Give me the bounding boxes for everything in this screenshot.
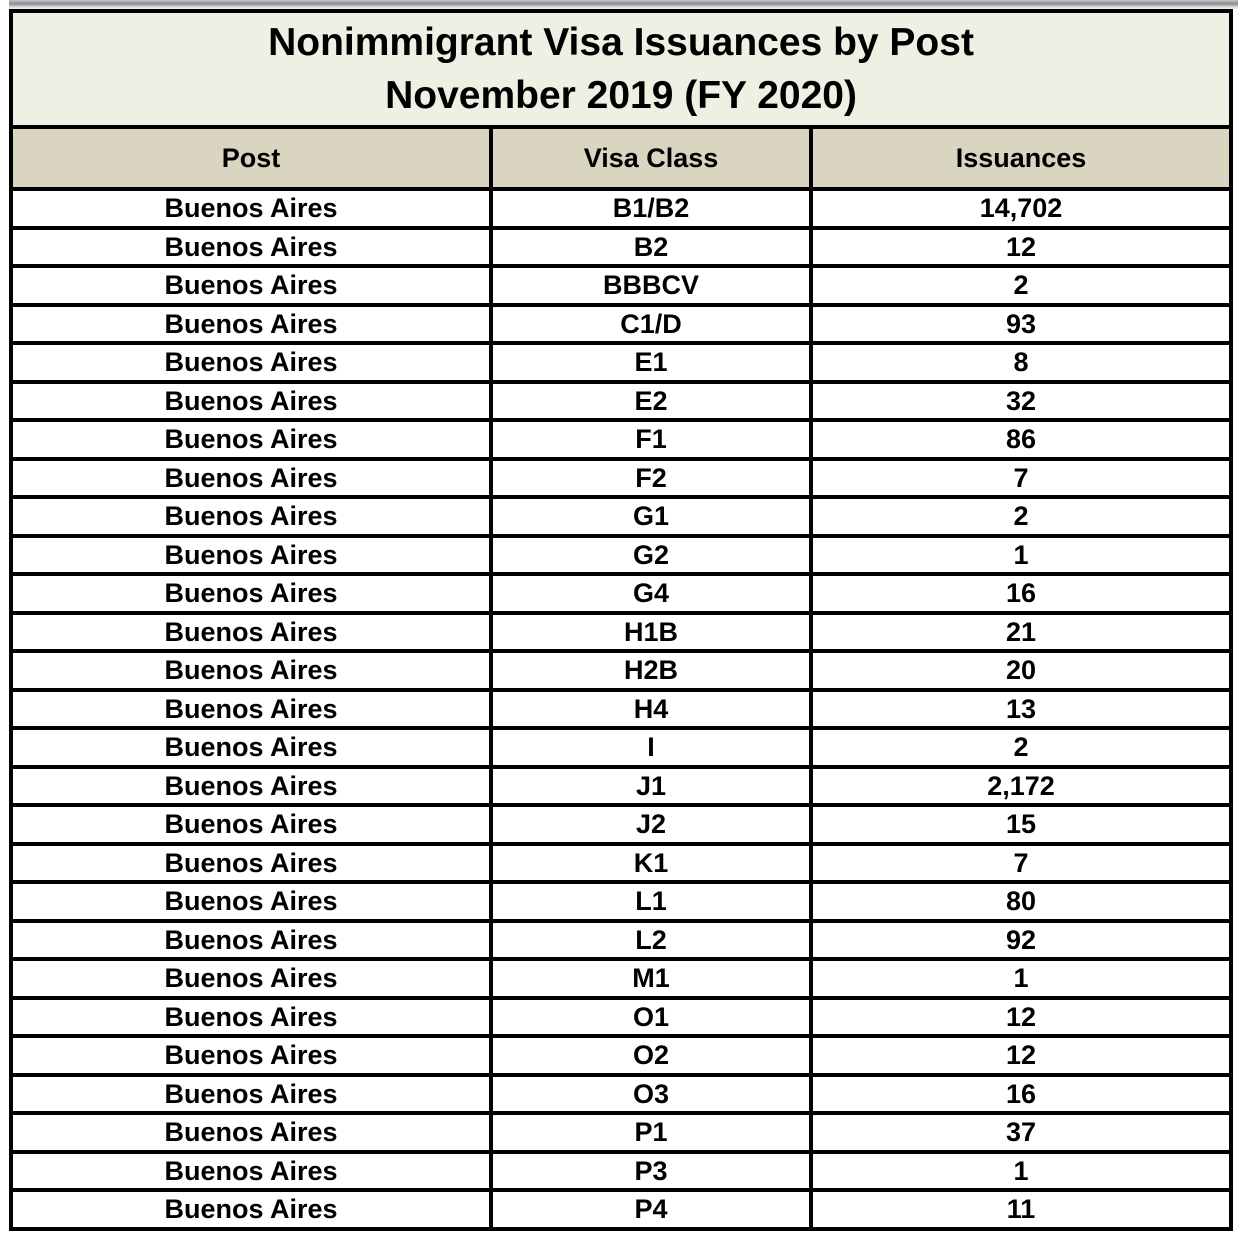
cell-visa-class: BBBCV (491, 266, 811, 305)
cell-issuances: 15 (811, 805, 1231, 844)
cell-issuances: 80 (811, 882, 1231, 921)
table-row (11, 305, 1231, 344)
table-row (11, 1036, 1231, 1075)
cell-visa-class: L1 (491, 882, 811, 921)
cell-post: Buenos Aires (11, 305, 491, 344)
table-row (11, 536, 1231, 575)
cell-visa-class: P3 (491, 1152, 811, 1191)
cell-visa-class: B1/B2 (491, 189, 811, 228)
table-row (11, 805, 1231, 844)
cell-visa-class: F2 (491, 459, 811, 498)
cell-visa-class: B2 (491, 228, 811, 267)
table-row (11, 767, 1231, 806)
table-row (11, 420, 1231, 459)
cell-post: Buenos Aires (11, 921, 491, 960)
cell-visa-class: H4 (491, 690, 811, 729)
table-body (11, 189, 1231, 1229)
table-row (11, 921, 1231, 960)
table-row (11, 1152, 1231, 1191)
cell-visa-class: I (491, 728, 811, 767)
table-row (11, 1190, 1231, 1229)
cell-issuances: 16 (811, 574, 1231, 613)
cell-issuances: 8 (811, 343, 1231, 382)
cell-issuances: 14,702 (811, 189, 1231, 228)
cell-visa-class: O2 (491, 1036, 811, 1075)
cell-post: Buenos Aires (11, 613, 491, 652)
cell-post: Buenos Aires (11, 536, 491, 575)
cell-post: Buenos Aires (11, 959, 491, 998)
table-row (11, 266, 1231, 305)
cell-issuances: 93 (811, 305, 1231, 344)
cell-visa-class: G1 (491, 497, 811, 536)
cell-post: Buenos Aires (11, 1075, 491, 1114)
table-row (11, 728, 1231, 767)
cell-issuances: 2 (811, 497, 1231, 536)
cell-visa-class: J2 (491, 805, 811, 844)
cell-issuances: 13 (811, 690, 1231, 729)
cell-post: Buenos Aires (11, 228, 491, 267)
cell-issuances: 7 (811, 459, 1231, 498)
cell-post: Buenos Aires (11, 459, 491, 498)
cell-visa-class: O1 (491, 998, 811, 1037)
cell-visa-class: J1 (491, 767, 811, 806)
cell-issuances: 20 (811, 651, 1231, 690)
cell-visa-class: G2 (491, 536, 811, 575)
table-title (11, 11, 1231, 127)
cell-post: Buenos Aires (11, 1152, 491, 1191)
cell-post: Buenos Aires (11, 189, 491, 228)
cell-visa-class: O3 (491, 1075, 811, 1114)
table-row (11, 651, 1231, 690)
cell-post: Buenos Aires (11, 343, 491, 382)
cell-post: Buenos Aires (11, 1113, 491, 1152)
title-line-1: Nonimmigrant Visa Issuances by Post (268, 21, 974, 64)
table-row (11, 228, 1231, 267)
table-row (11, 343, 1231, 382)
table-row (11, 189, 1231, 228)
cell-post: Buenos Aires (11, 574, 491, 613)
cell-post: Buenos Aires (11, 882, 491, 921)
cell-issuances: 12 (811, 228, 1231, 267)
title-line-2: November 2019 (FY 2020) (385, 74, 857, 117)
cell-post: Buenos Aires (11, 1190, 491, 1229)
cell-post: Buenos Aires (11, 690, 491, 729)
cell-visa-class: P1 (491, 1113, 811, 1152)
cell-post: Buenos Aires (11, 651, 491, 690)
table-head (11, 11, 1231, 189)
cell-post: Buenos Aires (11, 1036, 491, 1075)
cell-issuances: 86 (811, 420, 1231, 459)
cell-post: Buenos Aires (11, 382, 491, 421)
cell-issuances: 37 (811, 1113, 1231, 1152)
table-row (11, 959, 1231, 998)
column-header-visa-class: Visa Class (491, 127, 811, 189)
column-header-issuances: Issuances (811, 127, 1231, 189)
cell-visa-class: H2B (491, 651, 811, 690)
window-edge-strip (9, 0, 1238, 9)
cell-post: Buenos Aires (11, 420, 491, 459)
table-row (11, 1075, 1231, 1114)
table-row (11, 882, 1231, 921)
table-row (11, 998, 1231, 1037)
column-header-row (11, 127, 1231, 189)
title-row (11, 11, 1231, 127)
cell-visa-class: G4 (491, 574, 811, 613)
cell-post: Buenos Aires (11, 266, 491, 305)
table-row (11, 690, 1231, 729)
table-row (11, 382, 1231, 421)
column-header-post: Post (11, 127, 491, 189)
cell-post: Buenos Aires (11, 767, 491, 806)
cell-issuances: 16 (811, 1075, 1231, 1114)
table-row (11, 844, 1231, 883)
cell-issuances: 32 (811, 382, 1231, 421)
cell-visa-class: C1/D (491, 305, 811, 344)
cell-issuances: 1 (811, 959, 1231, 998)
cell-visa-class: L2 (491, 921, 811, 960)
cell-issuances: 11 (811, 1190, 1231, 1229)
cell-issuances: 2 (811, 266, 1231, 305)
cell-visa-class: K1 (491, 844, 811, 883)
table-row (11, 1113, 1231, 1152)
cell-visa-class: E1 (491, 343, 811, 382)
cell-issuances: 1 (811, 536, 1231, 575)
cell-post: Buenos Aires (11, 844, 491, 883)
cell-issuances: 92 (811, 921, 1231, 960)
visa-issuances-table (9, 9, 1233, 1231)
cell-issuances: 12 (811, 1036, 1231, 1075)
cell-issuances: 12 (811, 998, 1231, 1037)
table-row (11, 613, 1231, 652)
cell-visa-class: M1 (491, 959, 811, 998)
cell-post: Buenos Aires (11, 998, 491, 1037)
cell-issuances: 2,172 (811, 767, 1231, 806)
table-row (11, 459, 1231, 498)
cell-issuances: 21 (811, 613, 1231, 652)
cell-post: Buenos Aires (11, 805, 491, 844)
table-row (11, 574, 1231, 613)
cell-issuances: 7 (811, 844, 1231, 883)
cell-issuances: 1 (811, 1152, 1231, 1191)
cell-post: Buenos Aires (11, 497, 491, 536)
cell-visa-class: E2 (491, 382, 811, 421)
cell-visa-class: F1 (491, 420, 811, 459)
cell-visa-class: H1B (491, 613, 811, 652)
table-row (11, 497, 1231, 536)
cell-issuances: 2 (811, 728, 1231, 767)
cell-visa-class: P4 (491, 1190, 811, 1229)
cell-post: Buenos Aires (11, 728, 491, 767)
